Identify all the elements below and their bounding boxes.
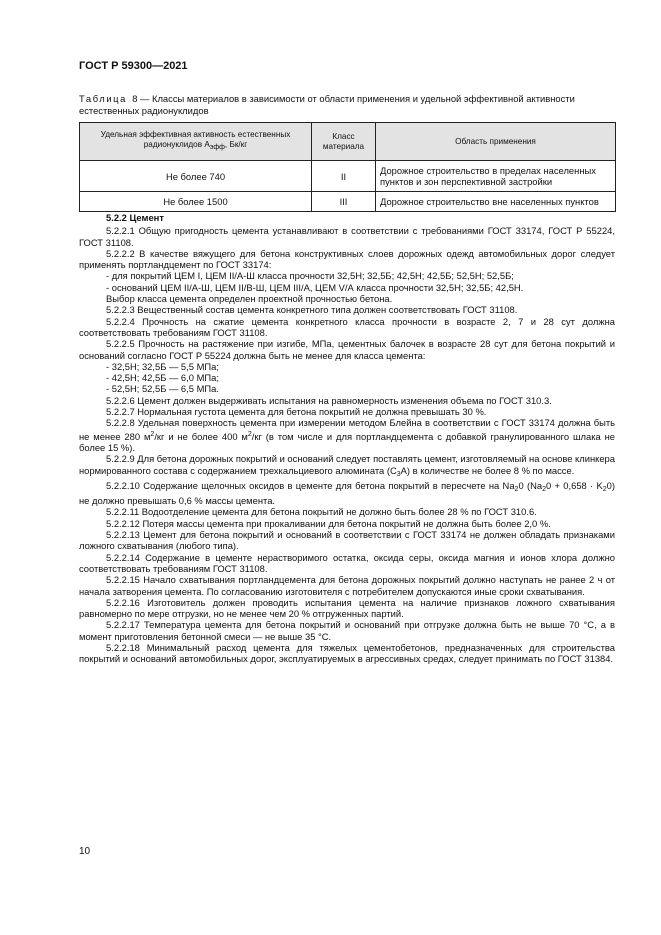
paragraph: 5.2.2.9 Для бетона дорожных покрытий и оснований следует поставлять цемент, изготовляемый на основе клинкера нормированного состава с содержанием трехкальциевого алюмината $(C_3A)$ в количестве не более 8 % по массе. bbox=[79, 453, 615, 478]
table-caption bbox=[79, 93, 615, 117]
cell-activity: Не более 740 bbox=[80, 161, 312, 192]
document-code: ГОСТ Р 59300—2021 bbox=[79, 60, 188, 72]
table-caption-text: — Классы материалов в зависимости от области применения и удельной эффективной активности естественных радионуклидов bbox=[79, 93, 575, 116]
paragraph: 5.2.2.4 Прочность на сжатие цемента конкретного класса прочности в возрасте 2, 7 и 28 сут должна соответствовать требованиям ГОСТ 31108. bbox=[79, 315, 615, 338]
cell-area: Дорожное строительство вне населенных пунктов bbox=[376, 192, 616, 212]
header-class: Класс материала bbox=[312, 123, 376, 161]
materials-class-table bbox=[79, 122, 616, 212]
table-caption-number: 8 bbox=[132, 93, 138, 104]
header-activity: Удельная эффективная активность естественных радионуклидов Aэфф, Бк/кг bbox=[80, 123, 312, 161]
paragraph: 5.2.2.10 Содержание щелочных оксидов в цементе для бетона покрытий в пересчете на $Na_20$ $(Na_20 + 0,658 \cdot K_20)$ не должно превышать 0,6 % массы цемента. bbox=[79, 479, 615, 507]
cell-class: III bbox=[312, 192, 376, 212]
table-caption-label: Таблица bbox=[79, 93, 127, 104]
paragraph: 5.2.2.12 Потеря массы цемента при прокаливании для бетона покрытий не должна быть более 2,0 %. bbox=[106, 517, 551, 529]
paragraph: 5.2.2.2 В качестве вяжущего для бетона конструктивных слоев дорожных одежд автомобильных дорог следует применять портландцемент по ГОСТ 33174: bbox=[79, 247, 615, 271]
cell-area: Дорожное строительство в пределах населенных пунктов и зон перспективной застройки bbox=[376, 161, 616, 192]
paragraph: Выбор класса цемента определен проектной прочностью бетона. bbox=[106, 293, 393, 305]
paragraph: 5.2.2.1 Общую пригодность цемента устанавливают в соответствии с требованиями ГОСТ 33174, ГОСТ Р 55224, ГОСТ 31108. bbox=[79, 225, 615, 248]
section-body bbox=[79, 212, 615, 665]
list-item: - 32,5Н; 32,5Б — 5,5 МПа; bbox=[106, 360, 219, 372]
paragraph: 5.2.2.13 Цемент для бетона покрытий и оснований в соответствии с ГОСТ 33174 не должен обладать признаками ложного схватывания (любого типа). bbox=[79, 529, 615, 552]
cell-activity: Не более 1500 bbox=[80, 192, 312, 212]
section-title: 5.2.2 Цемент bbox=[106, 212, 164, 223]
paragraph: 5.2.2.14 Содержание в цементе нерастворимого остатка, оксида серы, оксида магния и ионов хлора должно соответствовать требованиям ГОСТ 31108. bbox=[79, 551, 615, 574]
paragraph: 5.2.2.16 Изготовитель должен проводить испытания цемента на наличие признаков ложного схватывания равномерно по мере отгрузки, но не менее чем 20 % отгруженных партий. bbox=[79, 596, 615, 620]
cell-class: II bbox=[312, 161, 376, 192]
paragraph: 5.2.2.17 Температура цемента для бетона покрытий и оснований при отгрузке должна быть не выше 70 °С, а в момент приготовления бетонной смеси — не выше 35 °С. bbox=[79, 619, 615, 642]
list-item: - 52,5Н; 52,5Б — 6,5 МПа. bbox=[106, 383, 219, 395]
paragraph: 5.2.2.15 Начало схватывания портландцемента для бетона дорожных покрытий должно наступать не ранее 2 ч от начала затворения цемента. По согласованию изготовителя с потребителем допускаются иные сроки схватывания. bbox=[79, 574, 615, 597]
table-row bbox=[80, 192, 616, 212]
table-row bbox=[80, 161, 616, 192]
list-item: - 42,5Н; 42,5Б — 6,0 МПа; bbox=[106, 372, 219, 384]
list-item: - оснований ЦЕМ II/А-Ш, ЦЕМ II/В-Ш, ЦЕМ III/А, ЦЕМ V/А класса прочности 32,5Н; 32,5Б; 42,5Н. bbox=[106, 281, 524, 293]
paragraph: 5.2.2.5 Прочность на растяжение при изгибе, МПа, цементных балочек в возрасте 28 сут для бетона покрытий и оснований согласно ГОСТ Р 55224 должна быть не менее для класса цемента: bbox=[79, 338, 615, 361]
list-item: - для покрытий ЦЕМ I, ЦЕМ II/А-Ш класса прочности 32,5Н; 32,5Б; 42,5Н; 42,5Б; 52,5Н; 52,5Б; bbox=[106, 270, 514, 282]
paragraph: 5.2.2.18 Минимальный расход цемента для тяжелых цементобетонов, предназначенных для строительства покрытий и оснований автомобильных дорог, эксплуатируемых в агрессивных средах, следует принимать по ГОСТ 31384. bbox=[79, 641, 615, 665]
paragraph: 5.2.2.3 Вещественный состав цемента конкретного типа должен соответствовать ГОСТ 31108. bbox=[106, 304, 518, 316]
page-number: 10 bbox=[79, 846, 91, 857]
paragraph: 5.2.2.11 Водоотделение цемента для бетона покрытий не должно быть более 28 % по ГОСТ 310.6. bbox=[106, 506, 537, 518]
paragraph: 5.2.2.7 Нормальная густота цемента для бетона покрытий не должна превышать 30 %. bbox=[106, 406, 487, 418]
header-area: Область применения bbox=[376, 123, 616, 161]
table-header-row bbox=[80, 123, 616, 161]
paragraph: 5.2.2.8 Удельная поверхность цемента при измерении методом Блейна в соответствии с ГОСТ 33174 должна быть не менее 280 $м^2/кг$ и не более 400 $м^2/кг$ (в том числе и для портландцемента с добавкой гранулированного шлака не более 15 %). bbox=[79, 417, 615, 453]
paragraph: 5.2.2.6 Цемент должен выдерживать испытания на равномерность изменения объема по ГОСТ 310.3. bbox=[106, 394, 552, 406]
